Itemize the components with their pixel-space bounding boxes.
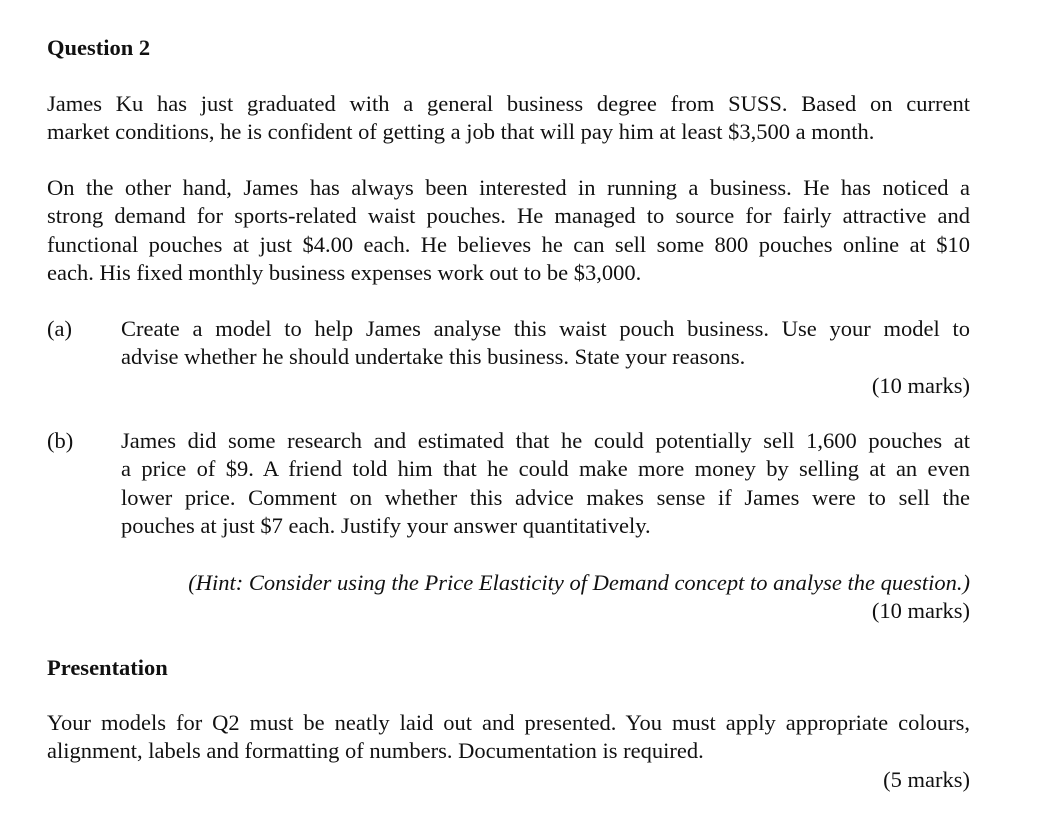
part-a-marks: (10 marks): [871, 373, 970, 398]
intro-line-1: James Ku has just graduated with a general business degree from SUSS. Based on current: [47, 91, 970, 116]
part-b-marks: (10 marks): [871, 598, 970, 623]
presentation-title: Presentation: [47, 655, 168, 680]
question-title: Question 2: [47, 35, 151, 60]
presentation-marks: (5 marks): [883, 767, 970, 792]
part-a-label: (a): [47, 316, 72, 341]
part-a-line-1: Create a model to help James analyse this waist pouch business. Use your model to: [121, 316, 970, 341]
context-line-4: each. His fixed monthly business expenses work out to be $3,000.: [47, 260, 642, 286]
part-a-text: [121, 315, 970, 372]
intro-paragraph: [47, 90, 970, 147]
part-b-line-3: lower price. Comment on whether this advice makes sense if James were to sell the: [121, 484, 970, 510]
presentation-paragraph: [47, 709, 970, 766]
intro-line-2: market conditions, he is confident of getting a job that will pay him at least $3,500 a month.: [47, 119, 875, 145]
part-b-line-2: a price of $9. A friend told him that he could make more money by selling at an even: [121, 456, 970, 482]
document-page: [47, 0, 970, 817]
part-b-text: [121, 427, 970, 541]
context-paragraph: [47, 174, 970, 288]
part-b-line-4: pouches at just $7 each. Justify your answer quantitatively.: [121, 513, 651, 539]
context-line-2: strong demand for sports-related waist pouches. He managed to source for fairly attractive and: [47, 203, 970, 229]
context-line-1: On the other hand, James has always been interested in running a business. He has noticed a: [47, 175, 970, 200]
part-b-line-1: James did some research and estimated that he could potentially sell 1,600 pouches at: [121, 428, 970, 453]
part-a-line-2: advise whether he should undertake this business. State your reasons.: [121, 344, 746, 370]
presentation-line-1: Your models for Q2 must be neatly laid out and presented. You must apply appropriate colours,: [47, 710, 970, 735]
part-b-label: (b): [47, 428, 74, 453]
part-b-hint: (Hint: Consider using the Price Elasticity of Demand concept to analyse the question.): [188, 570, 970, 595]
presentation-line-2: alignment, labels and formatting of numbers. Documentation is required.: [47, 738, 704, 764]
context-line-3: functional pouches at just $4.00 each. He believes he can sell some 800 pouches online at $10: [47, 231, 970, 257]
